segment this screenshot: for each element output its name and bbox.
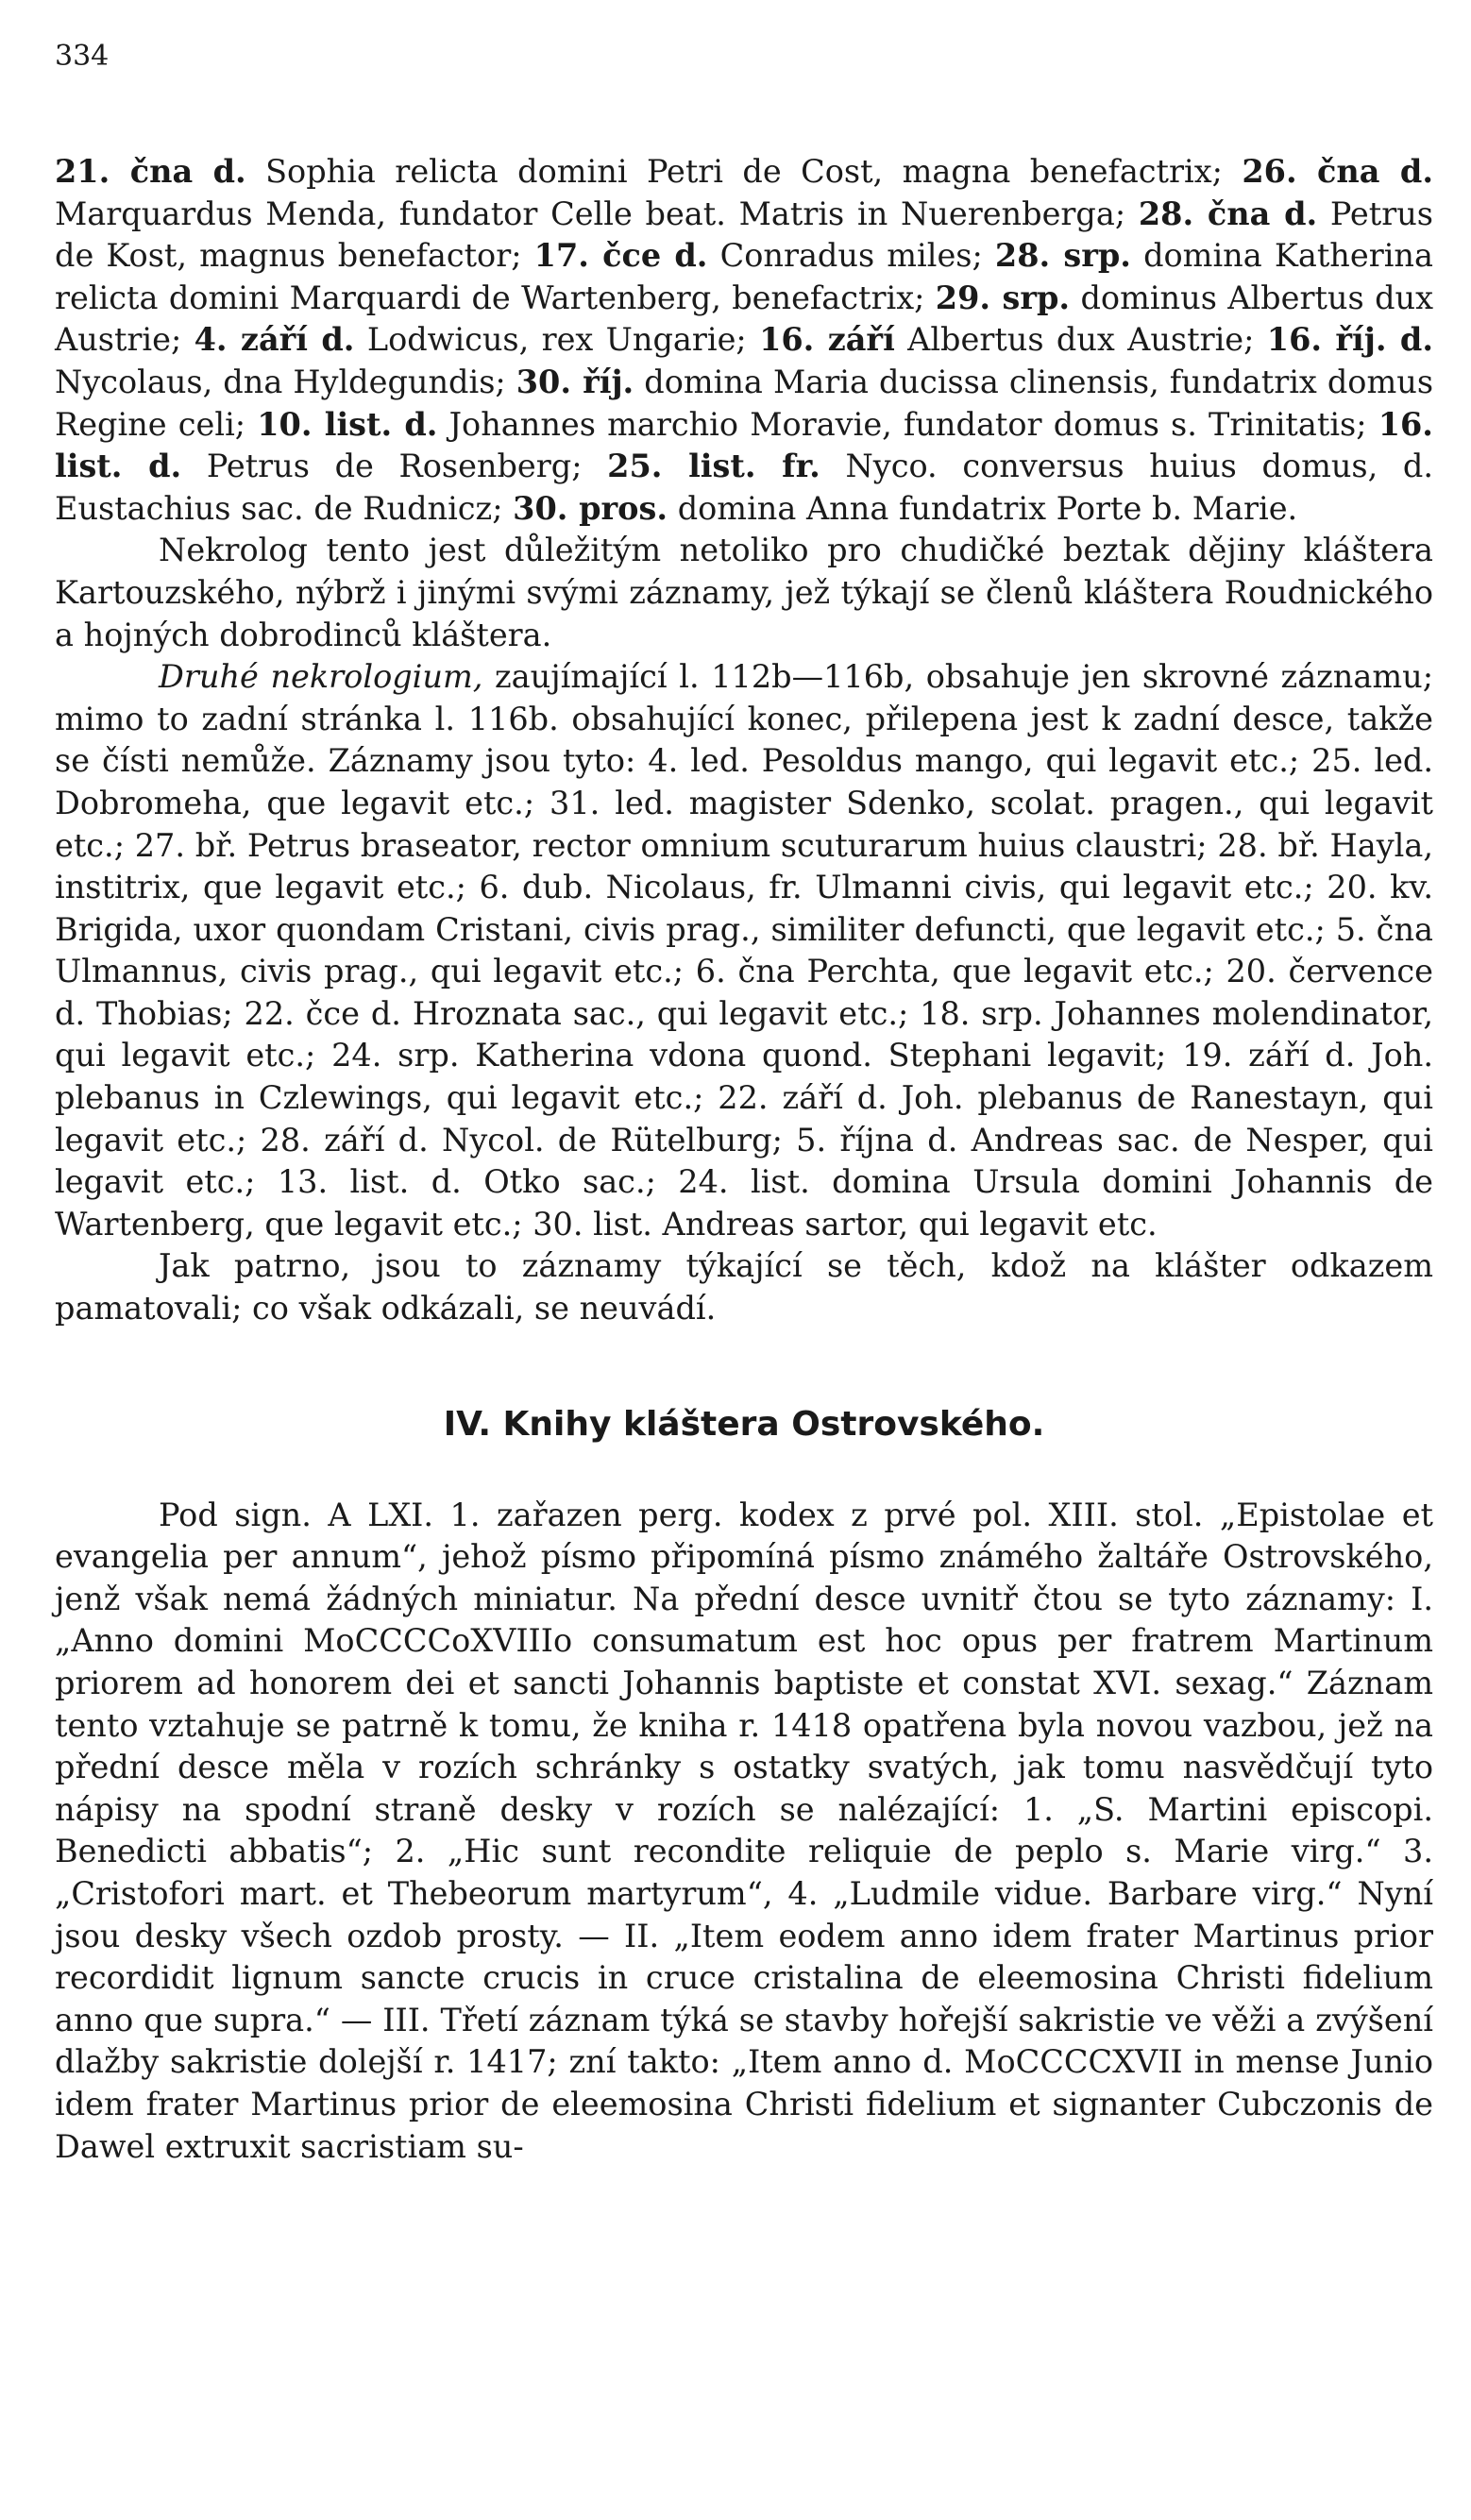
- paragraph-1-part: 10. list. d.: [257, 405, 438, 443]
- paragraph-1-part: 21. čna d.: [55, 153, 246, 190]
- paragraph-1-part: 28. čna d.: [1138, 194, 1318, 232]
- paragraph-4-part: Jak patrno, jsou to záznamy týkající se těch, kdož na klášter odkazem pamatovali; co však odkázali, se neuvádí.: [55, 1247, 1433, 1328]
- paragraph-1-part: domina Katherina relicta domini Marquardi de Wartenberg, benefactrix;: [55, 237, 1433, 316]
- paragraph-1-part: Petrus de Rosenberg;: [181, 448, 608, 485]
- paragraph-1: [55, 151, 1433, 530]
- paragraph-1-part: 25. list. fr.: [607, 448, 820, 485]
- section-paragraphs: [55, 1495, 1433, 2169]
- paragraph-1-part: Petrus de Kost, magnus benefactor;: [55, 194, 1434, 275]
- paragraph-1-part: Lodwicus, rex Ungarie;: [354, 321, 760, 359]
- paragraph-1-part: 26. čna d.: [1242, 153, 1433, 190]
- paragraph-1-part: 16. září: [759, 321, 895, 359]
- paragraph-1-part: domina Maria ducissa clinensis, fundatrix domus Regine celi;: [55, 363, 1434, 443]
- paragraph-1-part: Sophia relicta domini Petri de Cost, magna benefactrix;: [245, 153, 1243, 190]
- paragraph-3: [55, 656, 1433, 1245]
- paragraph-1-part: 4. září d.: [194, 321, 355, 359]
- paragraph-3-part: Druhé nekrologium,: [159, 658, 483, 696]
- paragraph-1-part: dominus Albertus dux Austrie;: [55, 279, 1433, 359]
- document-page: [55, 38, 1433, 2168]
- page-number: 334: [55, 40, 110, 73]
- paragraph-2-part: Nekrolog tento jest důležitým netoliko pro chudičké beztak dějiny kláštera Kartouzského, nýbrž i jinými svými záznamy, jež týkají se členů kláštera Roudnického a hojných dobrodinců kláštera.: [55, 532, 1433, 653]
- paragraph-4: [55, 1245, 1433, 1329]
- paragraph-1-part: Albertus dux Austrie;: [894, 321, 1267, 359]
- section-paragraph-1: [55, 1495, 1433, 2169]
- section-paragraph-1-part: Pod sign. A LXI. 1. zařazen perg. kodex z prvé pol. XIII. stol. „Epistolae et evangelia per annum“, jehož písmo připomíná písmo známého žaltáře Ostrovského, jenž však nemá žádných miniatur. Na přední desce uvnitř čtou se tyto záznamy: I. „Anno domini MoCCCCoXVIIIo consumatum est hoc opus per fratrem Martinum priorem ad honorem dei et sancti Johannis baptiste et constat XVI. sexag.“ Záznam tento vztahuje se patrně k tomu, že kniha r. 1418 opatřena byla novou vazbou, jež na přední desce měla v rozích schránky s ostatky svatých, jak tomu nasvědčují tyto nápisy na spodní straně desky v rozích se nalézající: 1. „S. Martini episcopi. Benedicti abbatis“; 2. „Hic sunt recondite reliquie de peplo s. Marie virg.“ 3. „Cristofori mart. et Thebeorum martyrum“, 4. „Ludmile vidue. Barbare virg.“ Nyní jsou desky všech ozdob prosty. — II. „Item eodem anno idem frater Martinus prior recordidit lignum sancte crucis in cruce cristalina de eleemosina Christi fidelium anno que supra.“ — III. Třetí záznam týká se stavby hořejší sakristie ve věži a zvýšení dlažby sakristie dolejší r. 1417; zní takto: „Item anno d. MoCCCCXVII in mense Junio idem frater Martinus prior de eleemosina Christi fidelium et signanter Cubczonis de Dawel extruxit sacristiam su-: [55, 1496, 1433, 2165]
- paragraph-1-part: 29. srp.: [935, 279, 1071, 316]
- paragraph-1-part: 30. pros.: [513, 489, 668, 527]
- paragraph-3-part: zaujímající l. 112b—116b, obsahuje jen skrovné záznamu; mimo to zadní stránka l. 116b. obsahující konec, přilepena jest k zadní desce, takže se čísti nemůže. Záznamy jsou tyto: 4. led. Pesoldus mango, qui legavit etc.; 25. led. Dobromeha, que legavit etc.; 31. led. magister Sdenko, scolat. pragen., qui legavit etc.; 27. bř. Petrus braseator, rector omnium scuturarum huius claustri; 28. bř. Hayla, institrix, que legavit etc.; 6. dub. Nicolaus, fr. Ulmanni civis, qui legavit etc.; 20. kv. Brigida, uxor quondam Cristani, civis prag., similiter defuncti, que legavit etc.; 5. čna Ulmannus, civis prag., qui legavit etc.; 6. čna Perchta, que legavit etc.; 20. července d. Thobias; 22. čce d. Hroznata sac., qui legavit etc.; 18. srp. Johannes molendinator, qui legavit etc.; 24. srp. Katherina vdona quond. Stephani legavit; 19. září d. Joh. plebanus in Czlewings, qui legavit etc.; 22. září d. Joh. plebanus de Ranestayn, qui legavit etc.; 28. září d. Nycol. de Rütelburg; 5. října d. Andreas sac. de Nesper, qui legavit etc.; 13. list. d. Otko sac.; 24. list. domina Ursula domini Johannis de Wartenberg, que legavit etc.; 30. list. Andreas sartor, qui legavit etc.: [55, 658, 1433, 1243]
- paragraph-1-part: 16. list. d.: [55, 405, 1433, 485]
- paragraph-1-part: 17. čce d.: [533, 237, 708, 275]
- paragraph-1-part: 28. srp.: [994, 237, 1131, 275]
- paragraph-1-part: domina Anna fundatrix Porte b. Marie.: [668, 489, 1298, 527]
- paragraph-1-part: Nyco. conversus huius domus, d. Eustachius sac. de Rudnicz;: [55, 448, 1433, 527]
- paragraph-1-part: 30. říj.: [516, 363, 634, 400]
- paragraph-1-part: 16. říj. d.: [1266, 321, 1433, 359]
- paragraph-1-part: Conradus miles;: [707, 237, 995, 275]
- body-paragraphs: [55, 151, 1433, 1330]
- paragraph-1-part: Marquardus Menda, fundator Celle beat. Matris in Nuerenberga;: [55, 194, 1139, 232]
- paragraph-1-part: Nycolaus, dna Hyldegundis;: [55, 363, 516, 400]
- section-heading: IV. Knihy kláštera Ostrovského.: [443, 1404, 1045, 1444]
- paragraph-2: [55, 530, 1433, 656]
- paragraph-1-part: Johannes marchio Moravie, fundator domus s. Trinitatis;: [437, 405, 1378, 443]
